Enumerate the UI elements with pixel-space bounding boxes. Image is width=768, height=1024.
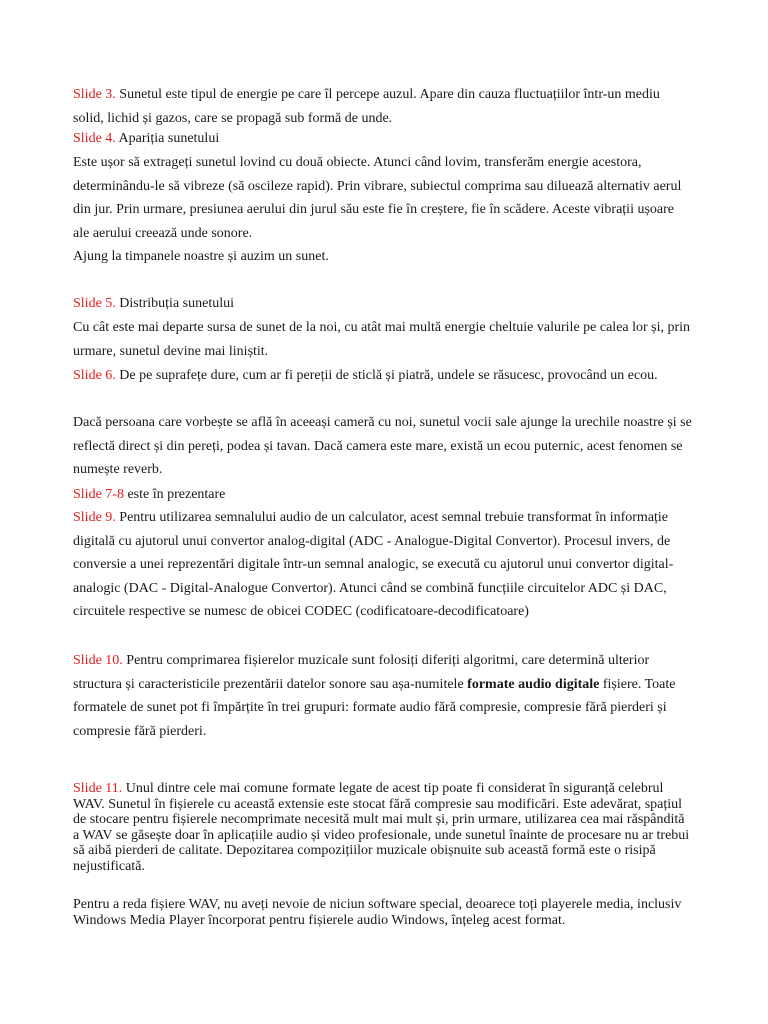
paragraph-text: Pentru comprimarea fișierelor muzicale sunt folosiți diferiți algoritmi, care determină ulterior structura și caracteristicile prezentării datelor sonore sau așa-numitele xyxy=(73,653,650,692)
slide-label: Slide 10. xyxy=(73,653,123,668)
paragraph-slide-3 xyxy=(73,83,693,130)
paragraph-slide-9 xyxy=(73,506,693,624)
slide-label: Slide 11. xyxy=(73,781,123,796)
slide-label: Slide 4. xyxy=(73,131,116,146)
paragraph-text: Distribuția sunetului xyxy=(115,296,234,311)
paragraph-text: fișiere. Toate formatele de sunet pot fi împărțite în trei grupuri: formate audio fără compresie, compresie fără pierderi și compresie fără pierderi. xyxy=(73,676,676,739)
slide-label: Slide 6. xyxy=(73,368,116,383)
slide-label: Slide 3. xyxy=(73,87,116,102)
paragraph-slide-11 xyxy=(73,781,693,875)
paragraph-slide-7-8 xyxy=(73,483,693,507)
paragraph-text: Apariția sunetului xyxy=(115,131,220,146)
paragraph-slide-6 xyxy=(73,364,693,388)
paragraph-body: Cu cât este mai departe sursa de sunet de la noi, cu atât mai multă energie cheltuie valurile pe calea lor și, prin urmare, sunetul devine mai liniștit. xyxy=(73,320,691,359)
slide-label: Slide 9. xyxy=(73,510,116,525)
paragraph-text: Unul dintre cele mai comune formate legate de acest tip poate fi considerat în siguranță celebrul WAV. Sunetul în fișierele cu această extensie este stocat fără compresie sau modificări. Este adevărat, spațiul de stocare pentru fișierele necomprimate necesită mult mai mult și, prin urmare, utilizarea cea mai răspândită a WAV se găsește doar în aplicațiile audio și video profesionale, unde sunetul înainte de procesare nu ar trebui să aibă pierderi de calitate. Depozitarea compozițiilor muzicale obișnuite sub această formă este o risipă nejustificată. xyxy=(73,781,690,874)
bold-term: formate audio digitale xyxy=(467,676,600,692)
slide-label: Slide 5. xyxy=(73,296,116,311)
paragraph-slide-5 xyxy=(73,292,693,316)
paragraph-body: Este ușor să extrageți sunetul lovind cu două obiecte. Atunci când lovim, transferăm energie acestora, determinându-le să vibreze (să oscileze rapid). Prin vibrare, subiectul comprima sau diluează alternativ aerul din jur. Prin urmare, presiunea aerului din jurul său este fie în creștere, fie în scădere. Aceste vibrații ușoare ale aerului creează unde sonore. xyxy=(73,155,682,241)
slide-label: Slide 7-8 xyxy=(73,487,124,502)
paragraph-text: De pe suprafețe dure, cum ar fi pereții de sticlă și piatră, undele se răsucesc, provocând un ecou. xyxy=(115,368,658,383)
paragraph-body: Dacă persoana care vorbește se află în aceeași cameră cu noi, sunetul vocii sale ajunge la urechile noastre și se reflectă direct și din pereți, podea și tavan. Dacă camera este mare, există un ecou puternic, acest fenomen se numește reverb. xyxy=(73,415,692,478)
paragraph-slide-4 xyxy=(73,127,693,151)
paragraph-body: Ajung la timpanele noastre și auzim un sunet. xyxy=(73,249,329,264)
paragraph-slide-10 xyxy=(73,649,693,743)
paragraph-text: Pentru utilizarea semnalului audio de un calculator, acest semnal trebuie transformat în informație digitală cu ajutorul unui convertor analog-digital (ADC - Analogue-Digital Convertor). Procesul invers, de conversie a unei reprezentări digitale într-un semnal analogic, se execută cu ajutorul unui convertor digital-analogic (DAC - Digital-Analogue Convertor). Atunci când se combină funcțiile circuitelor ADC și DAC, circuitele respective se numesc de obicei CODEC (codificatoare-decodificatoare) xyxy=(73,510,674,620)
paragraph-body: Pentru a reda fișiere WAV, nu aveți nevoie de niciun software special, deoarece toți playerele media, inclusiv Windows Media Player încorporat pentru fișierele audio Windows, înțeleg acest format. xyxy=(73,897,682,928)
paragraph-text: Sunetul este tipul de energie pe care îl percepe auzul. Apare din cauza fluctuațiilor într-un mediu solid, lichid și gazos, care se propagă sub formă de unde. xyxy=(73,87,660,126)
paragraph-text: este în prezentare xyxy=(123,487,226,502)
